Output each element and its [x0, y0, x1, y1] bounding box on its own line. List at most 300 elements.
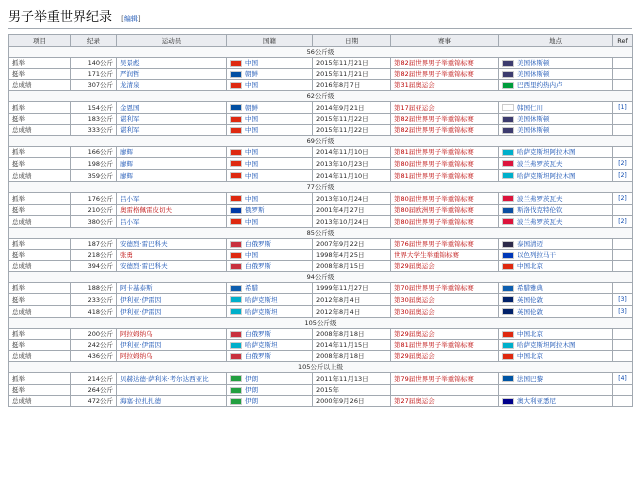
weight-class-row [9, 318, 633, 329]
weight-class-label: 69公斤级 [9, 136, 633, 147]
flag-icon [502, 241, 514, 248]
bracket-open: [ [121, 15, 124, 23]
meet-link[interactable]: 第17届亚运会 [394, 103, 435, 112]
event-cell: 挺举 [9, 340, 71, 351]
nation-cell [227, 193, 313, 205]
nation-link[interactable]: 中国 [245, 159, 258, 168]
venue-cell [499, 170, 613, 182]
weight-class-label: 56公斤级 [9, 47, 633, 58]
athlete-cell [117, 125, 227, 136]
section-heading [8, 6, 632, 29]
athlete-link[interactable]: 廖辉 [120, 159, 133, 168]
athlete-link[interactable]: 谌利军 [120, 126, 140, 134]
venue-link[interactable]: 巴西里约热内卢 [517, 81, 563, 89]
venue-link[interactable]: 美国休斯顿 [517, 70, 550, 78]
ref-cell [613, 283, 633, 294]
ref-cell [613, 125, 633, 136]
meet-link[interactable]: 第29届奥运会 [394, 330, 435, 338]
record-cell: 418公斤 [71, 306, 117, 318]
column-header: 运动员 [117, 35, 227, 47]
meet-link[interactable]: 第80届世界男子举重锦标赛 [394, 159, 474, 168]
venue-link[interactable]: 法国巴黎 [517, 374, 543, 383]
date-cell: 2012年8月4日 [313, 294, 391, 306]
flag-icon [230, 127, 242, 134]
flag-icon [502, 285, 514, 292]
flag-icon [502, 195, 514, 202]
flag-icon [230, 308, 242, 315]
venue-link[interactable]: 美国休斯顿 [517, 126, 550, 134]
venue-link[interactable]: 澳大利亚悉尼 [517, 397, 556, 405]
column-header: 地点 [499, 35, 613, 47]
date-cell: 2008年8月18日 [313, 329, 391, 340]
athlete-cell [117, 170, 227, 182]
athlete-cell [117, 114, 227, 125]
flag-icon [230, 71, 242, 78]
meet-cell [391, 340, 499, 351]
column-header: Ref [613, 35, 633, 47]
date-cell: 2001年4月27日 [313, 205, 391, 216]
page-title: 男子举重世界纪录 [8, 10, 113, 25]
venue-link[interactable]: 英国伦敦 [517, 307, 543, 316]
athlete-link[interactable]: 伊利亚·伊雷因 [120, 307, 162, 316]
meet-link[interactable]: 第27届奥运会 [394, 397, 435, 405]
venue-cell [499, 250, 613, 261]
nation-cell [227, 373, 313, 385]
event-cell: 挺举 [9, 205, 71, 216]
athlete-cell [117, 373, 227, 385]
meet-link[interactable]: 第81届世界男子举重锦标赛 [394, 171, 474, 180]
ref-cell [613, 329, 633, 340]
meet-link[interactable]: 第31届奥运会 [394, 81, 435, 89]
ref-cell [613, 306, 633, 318]
ref-cell [613, 373, 633, 385]
date-cell: 2014年9月21日 [313, 102, 391, 114]
date-cell: 2014年11月10日 [313, 170, 391, 182]
flag-icon [230, 375, 242, 382]
venue-cell [499, 147, 613, 158]
record-cell: 380公斤 [71, 216, 117, 228]
nation-cell [227, 216, 313, 228]
meet-link[interactable]: 第82届世界男子举重锦标赛 [394, 59, 474, 67]
ref-cell [613, 385, 633, 396]
athlete-link[interactable]: 金恩国 [120, 103, 140, 112]
venue-link[interactable]: 美国休斯顿 [517, 59, 550, 67]
athlete-link[interactable]: 阿卡基泰斯 [120, 284, 153, 292]
athlete-link[interactable]: 严润哲 [120, 70, 140, 78]
table-row [9, 158, 633, 170]
edit-link[interactable]: 编辑 [123, 15, 138, 23]
athlete-cell [117, 147, 227, 158]
venue-cell [499, 373, 613, 385]
athlete-cell [117, 396, 227, 407]
event-cell: 总成绩 [9, 216, 71, 228]
venue-cell [499, 283, 613, 294]
nation-link[interactable]: 伊朗 [245, 374, 258, 383]
record-cell: 333公斤 [71, 125, 117, 136]
weight-class-label: 94公斤级 [9, 272, 633, 283]
meet-link[interactable]: 第30届奥运会 [394, 295, 435, 304]
records-table [8, 34, 633, 407]
date-cell: 2012年8月4日 [313, 306, 391, 318]
nation-link[interactable]: 白俄罗斯 [245, 352, 271, 360]
venue-link[interactable]: 中国北京 [517, 330, 543, 338]
flag-icon [502, 82, 514, 89]
nation-link[interactable]: 白俄罗斯 [245, 262, 271, 270]
record-cell: 154公斤 [71, 102, 117, 114]
meet-cell [391, 147, 499, 158]
record-cell: 210公斤 [71, 205, 117, 216]
flag-icon [502, 71, 514, 78]
venue-cell [499, 158, 613, 170]
table-row [9, 385, 633, 396]
nation-cell [227, 351, 313, 362]
nation-link[interactable]: 哈萨克斯坦 [245, 341, 278, 349]
athlete-link[interactable]: 伊利亚·伊雷因 [120, 341, 162, 349]
table-row [9, 80, 633, 91]
record-cell: 187公斤 [71, 239, 117, 250]
table-row [9, 58, 633, 69]
athlete-cell [117, 193, 227, 205]
table-row [9, 250, 633, 261]
flag-icon [502, 116, 514, 123]
table-row [9, 239, 633, 250]
nation-link[interactable]: 俄罗斯 [245, 206, 265, 214]
nation-link[interactable]: 白俄罗斯 [245, 330, 271, 338]
athlete-cell [117, 69, 227, 80]
nation-link[interactable]: 希腊 [245, 284, 258, 292]
ref-link[interactable]: [2] [618, 218, 627, 225]
meet-cell [391, 283, 499, 294]
meet-link[interactable]: 第80届世界男子举重锦标赛 [394, 194, 474, 203]
athlete-cell [117, 306, 227, 318]
record-cell: 472公斤 [71, 396, 117, 407]
date-cell: 2015年11月21日 [313, 58, 391, 69]
meet-cell [391, 205, 499, 216]
event-cell: 抓举 [9, 147, 71, 158]
record-cell: 200公斤 [71, 329, 117, 340]
event-cell: 总成绩 [9, 396, 71, 407]
table-row [9, 340, 633, 351]
venue-link[interactable]: 中国北京 [517, 352, 543, 360]
athlete-cell [117, 158, 227, 170]
nation-cell [227, 283, 313, 294]
meet-link[interactable]: 第29届奥运会 [394, 262, 435, 270]
event-cell: 抓举 [9, 239, 71, 250]
date-cell: 2007年9月22日 [313, 239, 391, 250]
event-cell: 总成绩 [9, 351, 71, 362]
athlete-link[interactable]: 张勇 [120, 251, 133, 259]
athlete-link[interactable]: 阿拉姆纳乌 [120, 352, 153, 360]
record-cell: 214公斤 [71, 373, 117, 385]
nation-link[interactable]: 中国 [245, 59, 258, 67]
ref-cell [613, 170, 633, 182]
nation-link[interactable]: 中国 [245, 126, 258, 134]
edit-link-wrapper [121, 15, 140, 23]
table-row [9, 69, 633, 80]
athlete-link[interactable]: 吕小军 [120, 194, 140, 203]
meet-link[interactable]: 第81届世界男子举重锦标赛 [394, 341, 474, 349]
weight-class-label: 105公斤级 [9, 318, 633, 329]
event-cell: 挺举 [9, 114, 71, 125]
event-cell: 总成绩 [9, 261, 71, 272]
meet-cell [391, 239, 499, 250]
nation-cell [227, 170, 313, 182]
ref-link[interactable]: [4] [618, 375, 627, 382]
table-row [9, 351, 633, 362]
venue-cell [499, 205, 613, 216]
venue-cell [499, 216, 613, 228]
meet-link[interactable]: 世界大学生举重锦标赛 [394, 251, 459, 259]
meet-cell [391, 385, 499, 396]
event-cell: 抓举 [9, 329, 71, 340]
nation-link[interactable]: 中国 [245, 115, 258, 123]
flag-icon [230, 207, 242, 214]
event-cell: 抓举 [9, 102, 71, 114]
table-row [9, 205, 633, 216]
ref-link[interactable]: [3] [618, 296, 627, 303]
flag-icon [230, 342, 242, 349]
nation-link[interactable]: 中国 [245, 171, 258, 180]
meet-link[interactable]: 第76届世界男子举重锦标赛 [394, 240, 474, 248]
table-row [9, 125, 633, 136]
meet-cell [391, 351, 499, 362]
flag-icon [230, 82, 242, 89]
meet-cell [391, 306, 499, 318]
nation-link[interactable]: 朝鲜 [245, 70, 258, 78]
venue-link[interactable]: 泰国清迈 [517, 240, 543, 248]
meet-link[interactable]: 第30届奥运会 [394, 307, 435, 316]
venue-link[interactable]: 中国北京 [517, 262, 543, 270]
record-cell: 198公斤 [71, 158, 117, 170]
flag-icon [502, 149, 514, 156]
meet-link[interactable]: 第29届奥运会 [394, 352, 435, 360]
flag-icon [502, 296, 514, 303]
meet-cell [391, 158, 499, 170]
nation-cell [227, 80, 313, 91]
flag-icon [230, 149, 242, 156]
venue-link[interactable]: 韩国仁川 [517, 103, 543, 112]
weight-class-row [9, 91, 633, 102]
venue-link[interactable]: 英国伦敦 [517, 295, 543, 304]
nation-link[interactable]: 中国 [245, 251, 258, 259]
venue-link[interactable]: 波兰弗罗茨瓦夫 [517, 159, 563, 168]
date-cell: 2011年11月13日 [313, 373, 391, 385]
meet-link[interactable]: 第82届世界男子举重锦标赛 [394, 70, 474, 78]
nation-cell [227, 125, 313, 136]
venue-link[interactable]: 波兰弗罗茨瓦夫 [517, 217, 563, 226]
flag-icon [502, 375, 514, 382]
date-cell: 1998年4月25日 [313, 250, 391, 261]
event-cell: 总成绩 [9, 80, 71, 91]
nation-cell [227, 306, 313, 318]
meet-link[interactable]: 第82届世界男子举重锦标赛 [394, 115, 474, 123]
ref-cell [613, 250, 633, 261]
ref-cell [613, 102, 633, 114]
date-cell: 2013年10月24日 [313, 216, 391, 228]
athlete-link[interactable]: 廖辉 [120, 171, 133, 180]
ref-link[interactable]: [1] [618, 104, 627, 111]
venue-link[interactable]: 哈萨克斯坦阿拉木图 [517, 171, 576, 180]
flag-icon [502, 218, 514, 225]
athlete-cell [117, 351, 227, 362]
meet-link[interactable]: 第81届世界男子举重锦标赛 [394, 148, 474, 156]
date-cell: 2015年11月22日 [313, 125, 391, 136]
ref-cell [613, 147, 633, 158]
meet-cell [391, 373, 499, 385]
event-cell: 抓举 [9, 373, 71, 385]
weight-class-label: 77公斤级 [9, 182, 633, 193]
ref-cell [613, 351, 633, 362]
flag-icon [502, 263, 514, 270]
ref-link[interactable]: [3] [618, 308, 627, 315]
athlete-cell [117, 329, 227, 340]
column-header: 日期 [313, 35, 391, 47]
flag-icon [502, 342, 514, 349]
athlete-link[interactable]: 安德烈·雷巴科夫 [120, 262, 168, 270]
athlete-cell [117, 239, 227, 250]
flag-icon [230, 285, 242, 292]
table-row [9, 147, 633, 158]
athlete-link[interactable]: 海塞·拉扎扎德 [120, 397, 162, 405]
athlete-link[interactable]: 谌利军 [120, 115, 140, 123]
record-cell: 233公斤 [71, 294, 117, 306]
bracket-close: ] [137, 15, 141, 23]
meet-cell [391, 170, 499, 182]
meet-cell [391, 114, 499, 125]
athlete-cell [117, 58, 227, 69]
athlete-link[interactable]: 贝赫达德·萨利米·考尔达西亚比 [120, 374, 209, 383]
record-cell: 264公斤 [71, 385, 117, 396]
flag-icon [230, 331, 242, 338]
venue-cell [499, 351, 613, 362]
nation-cell [227, 69, 313, 80]
venue-link[interactable]: 希腊雅典 [517, 284, 543, 292]
venue-link[interactable]: 波兰弗罗茨瓦夫 [517, 194, 563, 203]
nation-cell [227, 158, 313, 170]
weight-class-row [9, 47, 633, 58]
athlete-link[interactable]: 廖辉 [120, 148, 133, 156]
meet-link[interactable]: 第82届世界男子举重锦标赛 [394, 126, 474, 134]
meet-cell [391, 193, 499, 205]
record-cell: 176公斤 [71, 193, 117, 205]
event-cell: 挺举 [9, 294, 71, 306]
ref-cell [613, 261, 633, 272]
venue-link[interactable]: 哈萨克斯坦阿拉木图 [517, 341, 576, 349]
athlete-link[interactable]: 阿拉姆纳乌 [120, 330, 153, 338]
date-cell: 1999年11月27日 [313, 283, 391, 294]
date-cell: 2016年8月7日 [313, 80, 391, 91]
event-cell: 总成绩 [9, 125, 71, 136]
venue-link[interactable]: 哈萨克斯坦阿拉木图 [517, 148, 576, 156]
table-body [9, 47, 633, 407]
nation-link[interactable]: 中国 [245, 81, 258, 89]
record-cell: 166公斤 [71, 147, 117, 158]
nation-link[interactable]: 伊朗 [245, 397, 258, 405]
event-cell: 总成绩 [9, 170, 71, 182]
athlete-link[interactable]: 伊利亚·伊雷因 [120, 295, 162, 304]
table-row [9, 306, 633, 318]
flag-icon [230, 353, 242, 360]
nation-link[interactable]: 哈萨克斯坦 [245, 295, 278, 304]
athlete-cell [117, 385, 227, 396]
weight-class-row [9, 272, 633, 283]
nation-cell [227, 261, 313, 272]
meet-link[interactable]: 第80届世界男子举重锦标赛 [394, 217, 474, 226]
nation-cell [227, 250, 313, 261]
nation-cell [227, 205, 313, 216]
flag-icon [502, 207, 514, 214]
ref-link[interactable]: [2] [618, 160, 627, 167]
athlete-link[interactable]: 吴景彪 [120, 59, 140, 67]
record-cell: 242公斤 [71, 340, 117, 351]
nation-link[interactable]: 中国 [245, 194, 258, 203]
athlete-link[interactable]: 奥雷格佩雷皮切夫 [120, 206, 172, 214]
flag-icon [502, 252, 514, 259]
meet-cell [391, 69, 499, 80]
weight-class-row [9, 136, 633, 147]
nation-link[interactable]: 伊朗 [245, 386, 258, 394]
ref-link[interactable]: [2] [618, 195, 627, 202]
nation-cell [227, 340, 313, 351]
ref-cell [613, 158, 633, 170]
nation-cell [227, 385, 313, 396]
record-cell: 394公斤 [71, 261, 117, 272]
nation-link[interactable]: 中国 [245, 217, 258, 226]
athlete-cell [117, 250, 227, 261]
venue-cell [499, 114, 613, 125]
meet-link[interactable]: 第80届欧洲男子举重锦标赛 [394, 206, 474, 214]
flag-icon [230, 387, 242, 394]
nation-cell [227, 58, 313, 69]
weight-class-label: 105公斤以上级 [9, 362, 633, 373]
meet-link[interactable]: 第70届世界男子举重锦标赛 [394, 284, 474, 292]
flag-icon [502, 160, 514, 167]
athlete-link[interactable]: 龙清泉 [120, 81, 140, 89]
venue-link[interactable]: 斯洛伐克特伦钦 [517, 206, 563, 214]
meet-cell [391, 58, 499, 69]
nation-link[interactable]: 朝鲜 [245, 103, 258, 112]
venue-link[interactable]: 美国休斯顿 [517, 115, 550, 123]
athlete-cell [117, 283, 227, 294]
table-row [9, 396, 633, 407]
table-row [9, 193, 633, 205]
athlete-link[interactable]: 安德烈·雷巴科夫 [120, 240, 168, 248]
athlete-cell [117, 80, 227, 91]
meet-link[interactable]: 第79届世界男子举重锦标赛 [394, 374, 474, 383]
venue-link[interactable]: 以色列拉马干 [517, 251, 556, 259]
nation-link[interactable]: 白俄罗斯 [245, 240, 271, 248]
meet-cell [391, 329, 499, 340]
nation-link[interactable]: 哈萨克斯坦 [245, 307, 278, 316]
meet-cell [391, 125, 499, 136]
weight-class-label: 85公斤级 [9, 228, 633, 239]
athlete-cell [117, 102, 227, 114]
table-row [9, 329, 633, 340]
ref-cell [613, 114, 633, 125]
nation-link[interactable]: 中国 [245, 148, 258, 156]
athlete-link[interactable]: 吕小军 [120, 217, 140, 226]
event-cell: 抓举 [9, 58, 71, 69]
athlete-cell [117, 216, 227, 228]
ref-link[interactable]: [2] [618, 172, 627, 179]
date-cell: 2015年11月21日 [313, 69, 391, 80]
venue-cell [499, 306, 613, 318]
flag-icon [502, 172, 514, 179]
athlete-cell [117, 205, 227, 216]
venue-cell [499, 340, 613, 351]
event-cell: 挺举 [9, 69, 71, 80]
flag-icon [502, 308, 514, 315]
